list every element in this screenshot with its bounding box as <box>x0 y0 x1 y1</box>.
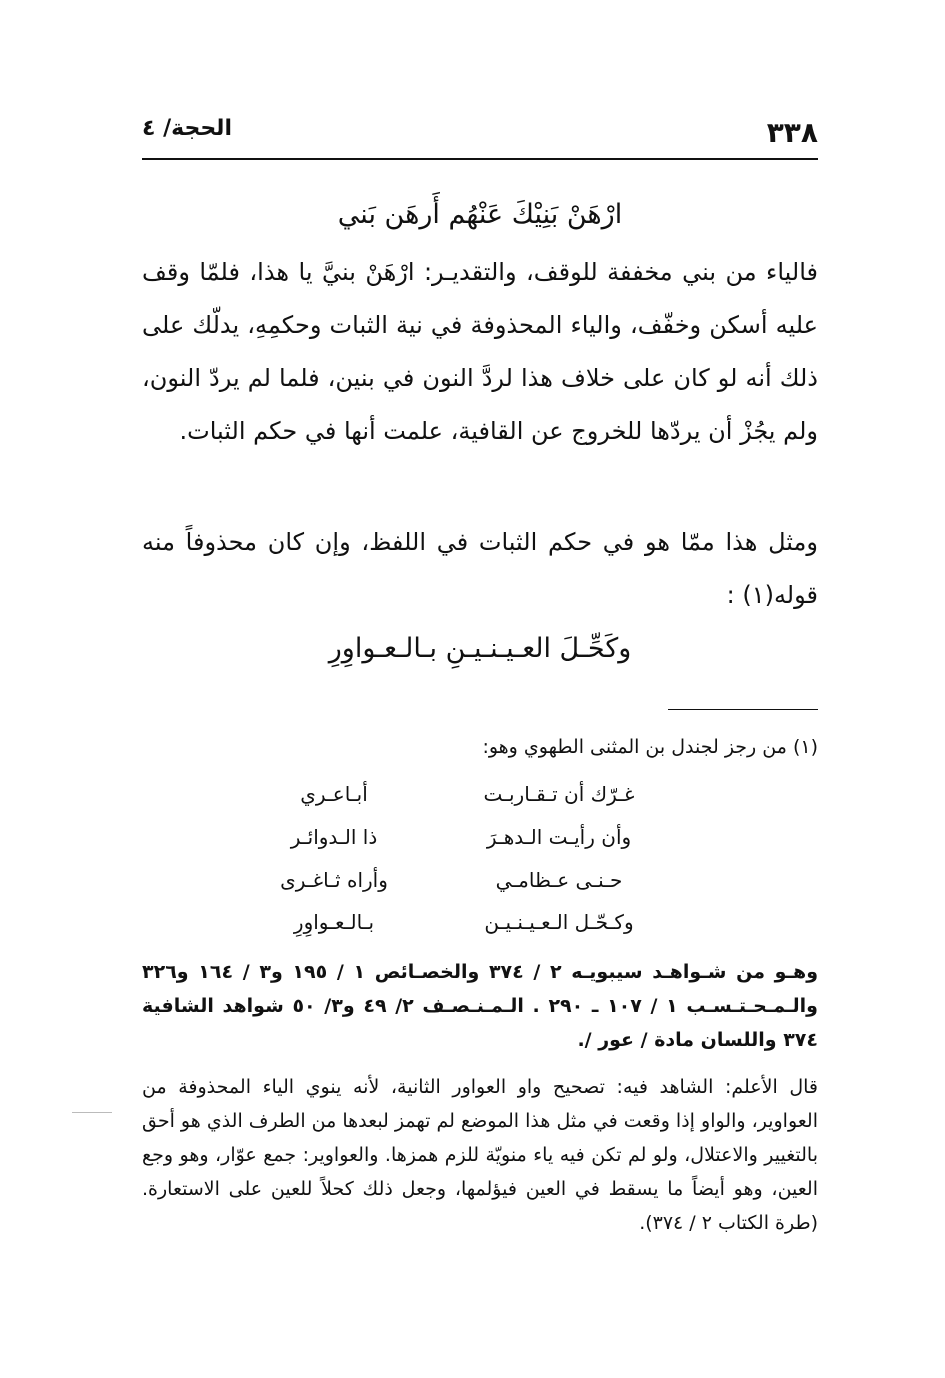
running-head: الحجة/ ٤ <box>142 116 232 141</box>
poem-line-2-right: وأن رأيـت الـدهـرَ <box>486 825 632 849</box>
verse-top: ارْهَنْ بَنِيْكَ عَنْهُم أَرهَن بَني <box>337 199 623 230</box>
poem-line-4-left: بـالـعـواوِرِ <box>293 910 375 934</box>
paragraph-2: ومثل هذا ممّا هو في حكم الثبات في اللفظ، وإن كان محذوفاً منه قوله(١) : <box>142 528 818 609</box>
poem-line-4-right: وكـحّـل الـعـيـنـيـن <box>484 910 634 934</box>
footnote-sources: وهـو من شـواهـد سيبويـه ٢ / ٣٧٤ والخصـائص ١ / ١٩٥ و٣ / ١٦٤ و٣٢٦ والـمـحـتـسـب ١ / ١٠٧ ـ ٢٩٠ . الـمـنـصـف ٢/ ٤٩ و٣/ ٥٠ شواهد الشافية ٣٧٤ واللسان مادة / عور /. <box>142 961 819 1051</box>
footnote-commentary: قال الأعلم: الشاهد فيه: تصحيح واو العواور الثانية، لأنه ينوي الياء المحذوفة من العواوير، والواو إذا وقعت في مثل هذا الموضع لم تهمز لبعدها من الطرف الذي هو أحق بالتغيير والاعتلال، ولو لم تكن فيه ياء منويّة للزم همزها. والعواوير: جمع عوّار، وهو وجع العين، وهو أيضاً ما يسقط في العين فيؤلمها، وجعل ذلك كحلاً للعين على الاستعارة. (طرة الكتاب ٢ / ٣٧٤). <box>142 1076 818 1234</box>
margin-mark <box>72 1112 112 1113</box>
poem-line-3-left: وأراه ثـاغـرى <box>280 868 388 892</box>
verse-mid: وكَحِّـلَ العـيـنـيـنِ بـالـعـواوِرِ <box>328 633 632 664</box>
poem-line-3-right: حـنـى عـظامـي <box>495 868 623 892</box>
page-number: ٣٣٨ <box>766 116 818 149</box>
poem-line-1-left: أبـاعـري <box>300 782 368 806</box>
poem-line-1-right: غـرّك أن تـقـاربـت <box>483 782 635 806</box>
poem-line-2-left: ذا الـدوائـر <box>290 825 378 849</box>
paragraph-1: فالياء من بني مخففة للوقف، والتقديـر: ارْهَنْ بنيَّ يا هذا، فلمّا وقف عليه أسكن وخفّف، والياء المحذوفة في نية الثبات وحكمِهِ، يدلّك على ذلك أنه لو كان على خلاف هذا لردَّ النون في بنين، فلما لم يردّ النون، ولم يجُزْ أن يردّها للخروج عن القافية، علمت أنها في حكم الثبات. <box>142 258 818 445</box>
page-header <box>142 108 818 160</box>
footnote-rule <box>668 709 818 710</box>
footnote-intro: (١) من رجز لجندل بن المثنى الطهوي وهو: <box>482 736 818 758</box>
